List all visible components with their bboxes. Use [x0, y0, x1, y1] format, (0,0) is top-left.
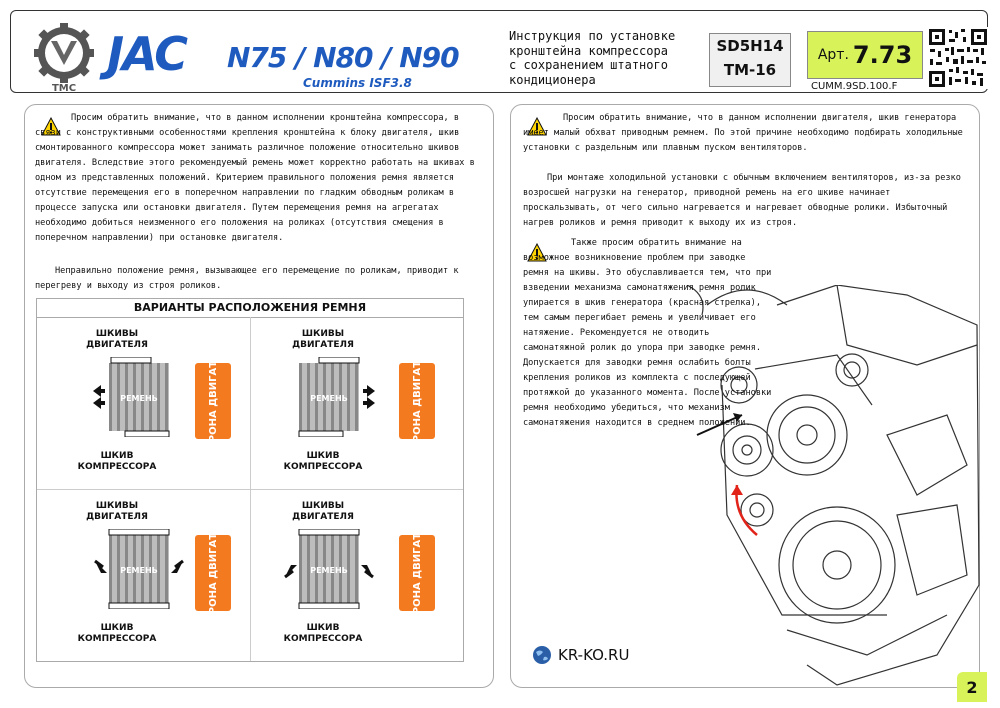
- engine-side-label: СТОРОНА ДВИГАТЕЛЯ: [411, 337, 423, 465]
- globe-icon: [532, 645, 552, 665]
- engine-side-badge: [399, 337, 435, 465]
- belt-variants-box: [36, 298, 464, 662]
- article-box: [807, 31, 923, 79]
- belt-code: TM-16: [723, 61, 777, 79]
- header-bar: [10, 10, 988, 93]
- article-label: Арт.: [817, 47, 849, 63]
- title-line: кронштейна компрессора: [509, 43, 668, 58]
- logo-text: TMC: [51, 83, 77, 93]
- compressor-code: SD5H14: [716, 37, 784, 55]
- compressor-pulley-label: ШКИВ КОМПРЕССОРА: [77, 451, 157, 472]
- belt-diagram-3: [89, 529, 189, 609]
- belt-label: РЕМЕНЬ: [310, 566, 348, 575]
- engine-pulleys-label: ШКИВЫ ДВИГАТЕЛЯ: [292, 501, 354, 522]
- document-title: [509, 29, 701, 87]
- compressor-pulley-label: ШКИВ КОМПРЕССОРА: [283, 451, 363, 472]
- qr-code-icon: [927, 27, 989, 89]
- engine-pulleys-label: ШКИВЫ ДВИГАТЕЛЯ: [292, 329, 354, 350]
- right-paragraph-2: При монтаже холодильной установки с обычным включением вентиляторов, из-за резко возросшей нагрузки на генератор, приводной ремень на его шкиве начинает проскальзывать, от чего сильно нагревается и нагревает обводные ролики. Избыточный нагрев роликов и ремня приводит к выходу их из строя.: [523, 173, 961, 228]
- engine-side-label: СТОРОНА ДВИГАТЕЛЯ: [207, 509, 219, 637]
- belt-diagram-2: [279, 357, 379, 437]
- page-number: 2: [957, 672, 987, 702]
- title-line: с сохранением штатного: [509, 58, 668, 72]
- engine-side-label: СТОРОНА ДВИГАТЕЛЯ: [411, 509, 423, 637]
- belt-label: РЕМЕНЬ: [310, 394, 348, 403]
- title-line: Инструкция по установке: [509, 29, 676, 43]
- variant-3: [37, 491, 249, 663]
- variants-title: ВАРИАНТЫ РАСПОЛОЖЕНИЯ РЕМНЯ: [37, 299, 463, 318]
- variant-4: [251, 491, 463, 663]
- engine-pulleys-label: ШКИВЫ ДВИГАТЕЛЯ: [86, 501, 148, 522]
- belt-label: РЕМЕНЬ: [120, 566, 158, 575]
- title-line: кондиционера: [509, 72, 596, 87]
- engine-name: Cummins ISF3.8: [303, 76, 412, 90]
- engine-side-badge: [195, 337, 231, 465]
- engine-side-label: СТОРОНА ДВИГАТЕЛЯ: [207, 337, 219, 465]
- belt-diagram-4: [279, 529, 379, 609]
- brand-name: JAC: [107, 27, 187, 81]
- article-number: 7.73: [852, 41, 913, 69]
- belt-diagram-1: [89, 357, 189, 437]
- left-paragraph-2: Неправильно положение ремня, вызывающее его перемещение по роликам, приводит к перегреву и выходу из строя роликов.: [35, 266, 459, 291]
- engine-side-badge: [195, 509, 231, 637]
- engine-pulleys-label: ШКИВЫ ДВИГАТЕЛЯ: [86, 329, 148, 350]
- tmc-logo-icon: [29, 23, 99, 93]
- belt-label: РЕМЕНЬ: [120, 394, 158, 403]
- right-paragraph-1: Просим обратить внимание, что в данном исполнении двигателя, шкив генератора имеет малый обхват приводным ремнем. По этой причине необходимо подбирать холодильные установки с раздельным или плавным пуском вентиляторов.: [523, 113, 963, 153]
- variant-1: [37, 319, 249, 491]
- left-paragraph-1: Просим обратить внимание, что в данном исполнении кронштейна компрессора, в связи с конструктивными особенностями крепления кронштейна к блоку двигателя, шкив смонтированного компрессора может занимать различное положение относительно шкивов двигателя. Вследствие этого рекомендуемый ремень может корректно работать на шкивах в одном из представленных положений. Критерием правильного положения ремня является отсутствие перемещения его в поперечном направлении по гладким обводным роликам в процессе запуска или остановки двигателя. Путем перемещения ремня на агрегатах необходимо добиться неизменного его положения на роликах (отсутствия смещения в поперечном направлении) при остановке двигателя.: [35, 113, 475, 243]
- website-link[interactable]: [532, 645, 629, 665]
- right-panel: [510, 104, 980, 688]
- variant-2: [251, 319, 463, 491]
- engine-side-badge: [399, 509, 435, 637]
- model-list: N75 / N80 / N90: [227, 41, 459, 74]
- right-paragraph-3-wrap: [523, 236, 773, 431]
- compressor-pulley-label: ШКИВ КОМПРЕССОРА: [77, 623, 157, 644]
- compressor-pulley-label: ШКИВ КОМПРЕССОРА: [283, 623, 363, 644]
- right-paragraph-3-text: Также просим обратить внимание на возможное возникновение проблем при заводке ремня на шкивы. Это обуславливается тем, что при взведении механизма самонатяжения ремня ролик упирается в шкив генератора (красная стрелка), тем самым перегибает ремень и увеличивает его натяжение. Рекомендуется не отводить самонатяжной ролик до упора при заводке ремня. Допускается для заводки ремня ослабить болты крепления роликов из комплекта с последующей протяжкой до указанного момента. После установки ремня необходимо убедиться, что механизм самонатяжения находится в среднем положении.: [523, 238, 772, 428]
- catalog-code: CUMM.9SD.100.F: [811, 81, 898, 92]
- website-text: KR-KO.RU: [558, 646, 630, 664]
- code-box: [709, 33, 791, 87]
